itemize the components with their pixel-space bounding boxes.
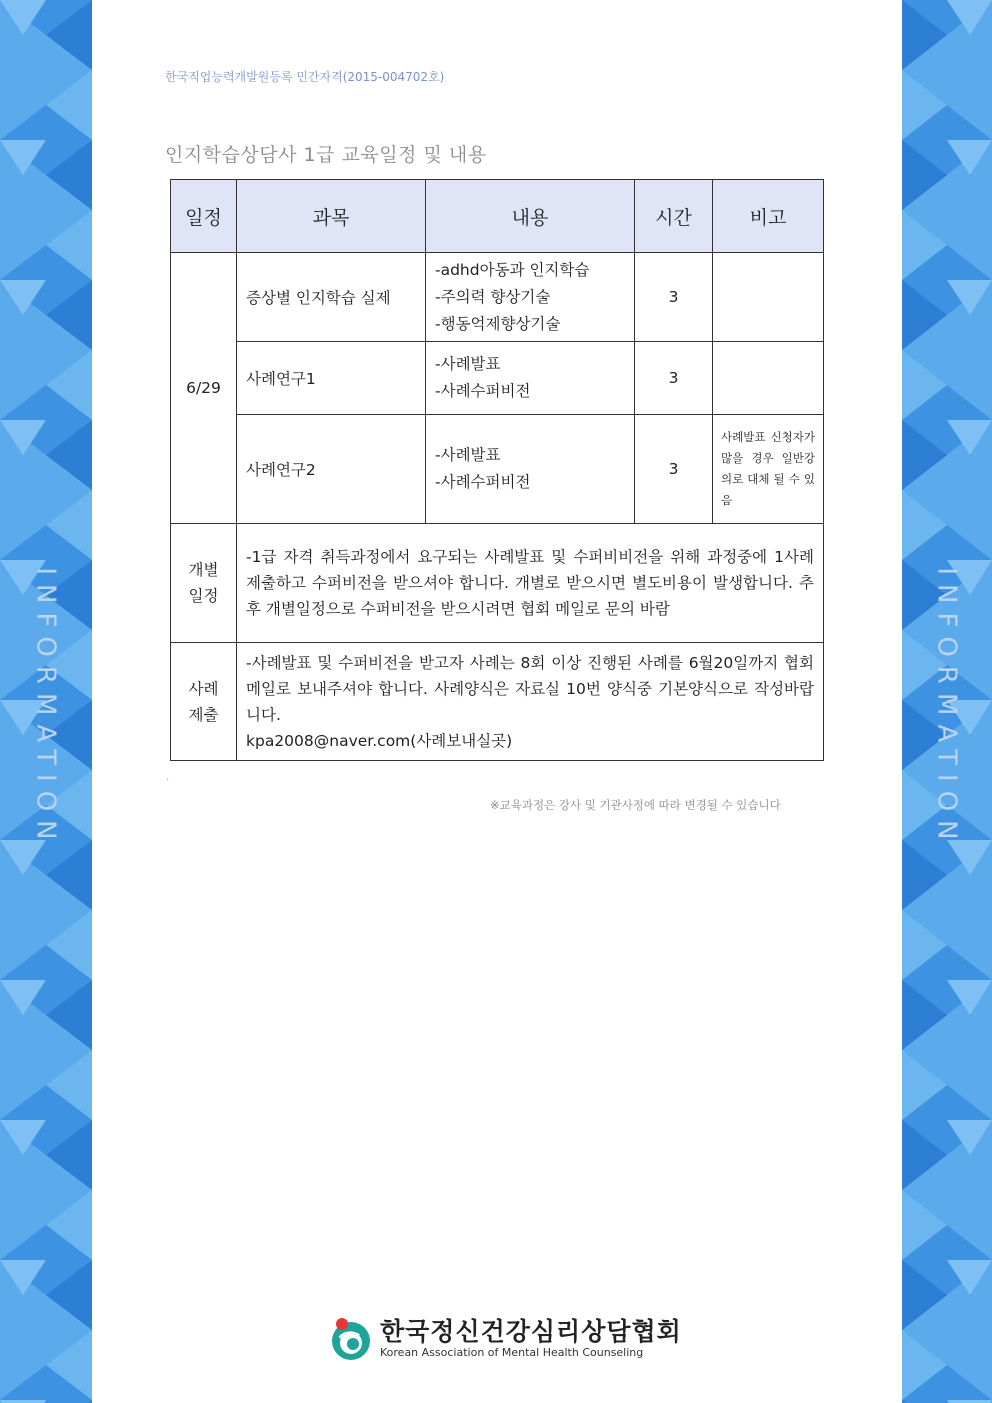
note-cell [713, 253, 824, 342]
date-cell: 6/29 [171, 253, 237, 524]
schedule-table [170, 179, 824, 761]
left-decorative-border [0, 0, 92, 1403]
table-row [171, 342, 824, 415]
hours-cell: 3 [635, 253, 713, 342]
content-cell: -adhd아동과 인지학습 -주의력 향상기술 -행동억제향상기술 [426, 253, 635, 342]
logo-name-korean: 한국정신건강심리상담협회 [380, 1317, 682, 1346]
table-row-submission [171, 643, 824, 761]
left-side-label: INFORMATION [31, 567, 61, 849]
subject-cell: 사례연구2 [237, 415, 426, 524]
subject-cell: 사례연구1 [237, 342, 426, 415]
certification-note: 한국직업능력개발원등록 민간자격(2015-004702호) [165, 70, 445, 84]
header-date: 일정 [171, 180, 237, 253]
hours-cell: 3 [635, 415, 713, 524]
stray-dot: . [166, 772, 170, 783]
header-content: 내용 [426, 180, 635, 253]
hours-cell: 3 [635, 342, 713, 415]
association-logo [328, 1316, 682, 1362]
submission-label: 사례 제출 [171, 643, 237, 761]
right-decorative-border [902, 0, 992, 1403]
table-row [171, 253, 824, 342]
note-cell [713, 342, 824, 415]
table-row-individual [171, 524, 824, 643]
content-cell: -사례발표 -사례수퍼비전 [426, 342, 635, 415]
subject-cell: 증상별 인지학습 실제 [237, 253, 426, 342]
header-subject: 과목 [237, 180, 426, 253]
footnote: ※교육과정은 강사 및 기관사정에 따라 변경될 수 있습니다 [490, 798, 781, 812]
header-hours: 시간 [635, 180, 713, 253]
content-cell: -사례발표 -사례수퍼비전 [426, 415, 635, 524]
individual-text: -1급 자격 취득과정에서 요구되는 사례발표 및 수퍼비비전을 위해 과정중에 1사례 제출하고 수퍼비전을 받으셔야 합니다. 개별로 받으시면 별도비용이 발생합니다. 추후 개별일정으로 수퍼비전을 받으시려면 협회 메일로 문의 바람 [237, 524, 824, 643]
table-row [171, 415, 824, 524]
table-header-row [171, 180, 824, 253]
note-cell: 사례발표 신청자가 많을 경우 일반강의로 대체 될 수 있음 [713, 415, 824, 524]
right-side-label: INFORMATION [932, 567, 962, 849]
submission-email: kpa2008@naver.com(사례보내실곳) [246, 731, 513, 750]
submission-text: -사례발표 및 수퍼비전을 받고자 사례는 8회 이상 진행된 사례를 6월20일까지 협회 메일로 보내주셔야 합니다. 사례양식은 자료실 10번 양식중 기본양식으로 작성바랍니다. kpa2008@naver.com(사례보내실곳) [237, 643, 824, 761]
individual-label: 개별 일정 [171, 524, 237, 643]
page-title: 인지학습상담사 1급 교육일정 및 내용 [165, 144, 487, 166]
header-note: 비고 [713, 180, 824, 253]
logo-name-english: Korean Association of Mental Health Counseling [380, 1346, 644, 1359]
logo-emblem-icon [328, 1316, 374, 1362]
